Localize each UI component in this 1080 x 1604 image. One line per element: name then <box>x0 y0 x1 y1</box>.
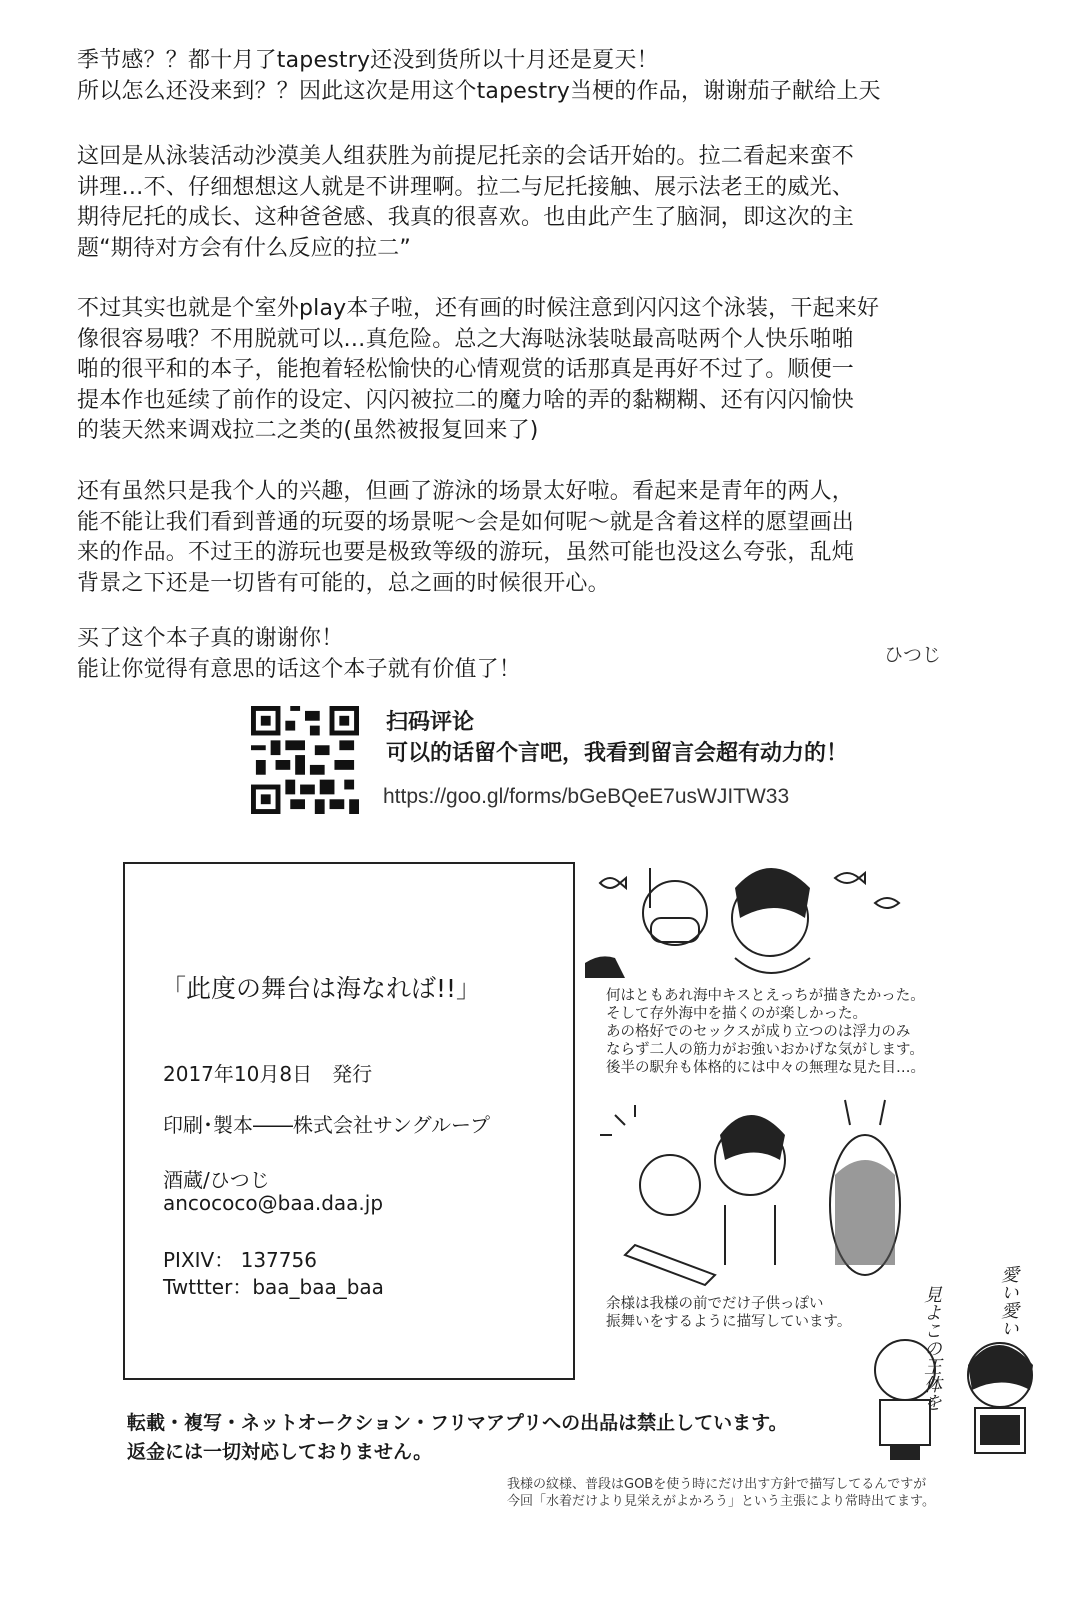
paragraph-story: 这回是从泳装活动沙漠美人组获胜为前提尼托亲的会话开始的。拉二看起来蛮不 讲理…不、仔细想想这人就是不讲理啊。拉二与尼托接触、展示法老王的威光、 期待尼托的成长、这种爸爸感、我真的很喜欢。也由此产生了脑洞，即这次的主 题“期待对方会有什么反应的拉二” <box>77 144 855 261</box>
notes-upper: 何はともあれ海中キスとえっちが描きたかった。 そして存外海中を描くのが楽しかった。 あの格好でのセックスが成り立つのは浮力のみ ならず二人の筋力がお強いおかげな気がします。 後半の駅弁も体格的には中々の無理な見た目…。 <box>606 988 925 1076</box>
book-title: 「此度の舞台は海なれば!!」 <box>161 974 482 1003</box>
email: ancococo@baa.daa.jp <box>163 1191 384 1215</box>
paragraph-thanks: 买了这个本子真的谢谢你！ 能让你觉得有意思的话这个本子就有价值了！ <box>77 626 522 682</box>
signature: ひつじ <box>884 644 942 666</box>
illustration-chibi <box>860 1330 1060 1470</box>
comment-heading: 扫码评论 <box>386 710 475 735</box>
pixiv-id: PIXIV： 137756 <box>163 1248 317 1272</box>
illustration-underwater <box>585 848 925 988</box>
illustration-beach <box>595 1095 925 1290</box>
shout-text-1: 見よこの王体を <box>921 1285 942 1411</box>
qr-code[interactable] <box>250 706 360 814</box>
warning-refund: 返金には一切対応しておりません。 <box>127 1441 433 1463</box>
circle-name: 酒蔵/ひつじ <box>163 1168 270 1192</box>
comment-message: 可以的话留个言吧，我看到留言会超有动力的！ <box>386 741 849 766</box>
shout-text-2: 愛い愛い <box>998 1265 1019 1337</box>
colophon-box <box>123 862 575 1380</box>
comment-url-link[interactable]: https://goo.gl/forms/bGeBQeE7usWJITW33 <box>383 785 790 808</box>
paragraph-interest: 还有虽然只是我个人的兴趣，但画了游泳的场景太好啦。看起来是青年的两人， 能不能让我们看到普通的玩耍的场景呢～会是如何呢～就是含着这样的愿望画出 来的作品。不过王的游玩也要是极致等级的游玩，虽然可能也没这么夸张，乱炖 背景之下还是一切皆有可能的，总之画的时候很开心。 <box>77 479 855 596</box>
notes-middle: 余様は我様の前でだけ子供っぽい 振舞いをするように描写しています。 <box>606 1296 852 1330</box>
notes-footer: 我様の紋様、普段はGOBを使う時にだけ出す方針で描写してるんですが 今回「水着だけより見栄えがよかろう」という主張により常時出てます。 <box>507 1477 935 1509</box>
warning-reproduction: 転載・複写・ネットオークション・フリマアプリへの出品は禁止しています。 <box>127 1412 788 1434</box>
paragraph-intro: 季节感？？都十月了tapestry还没到货所以十月还是夏天！ 所以怎么还没来到？？因此这次是用这个tapestry当梗的作品，谢谢茄子献给上天 <box>77 48 881 104</box>
paragraph-content: 不过其实也就是个室外play本子啦，还有画的时候注意到闪闪这个泳装，干起来好 像很容易哦？不用脱就可以…真危险。总之大海哒泳装哒最高哒两个人快乐啪啪 啪的很平和的本子，能抱着轻松愉快的心情观赏的话那真是再好不过了。顺便一 提本作也延续了前作的设定、闪闪被拉二的魔力啥的弄的黏糊糊、还有闪闪愉快 的装天然来调戏拉二之类的(虽然被报复回来了) <box>77 296 880 443</box>
printer: 印刷･製本――株式会社サングループ <box>163 1113 490 1137</box>
twitter-id: Twttter：baa_baa_baa <box>163 1275 384 1299</box>
publish-date: 2017年10月8日 発行 <box>163 1062 373 1086</box>
